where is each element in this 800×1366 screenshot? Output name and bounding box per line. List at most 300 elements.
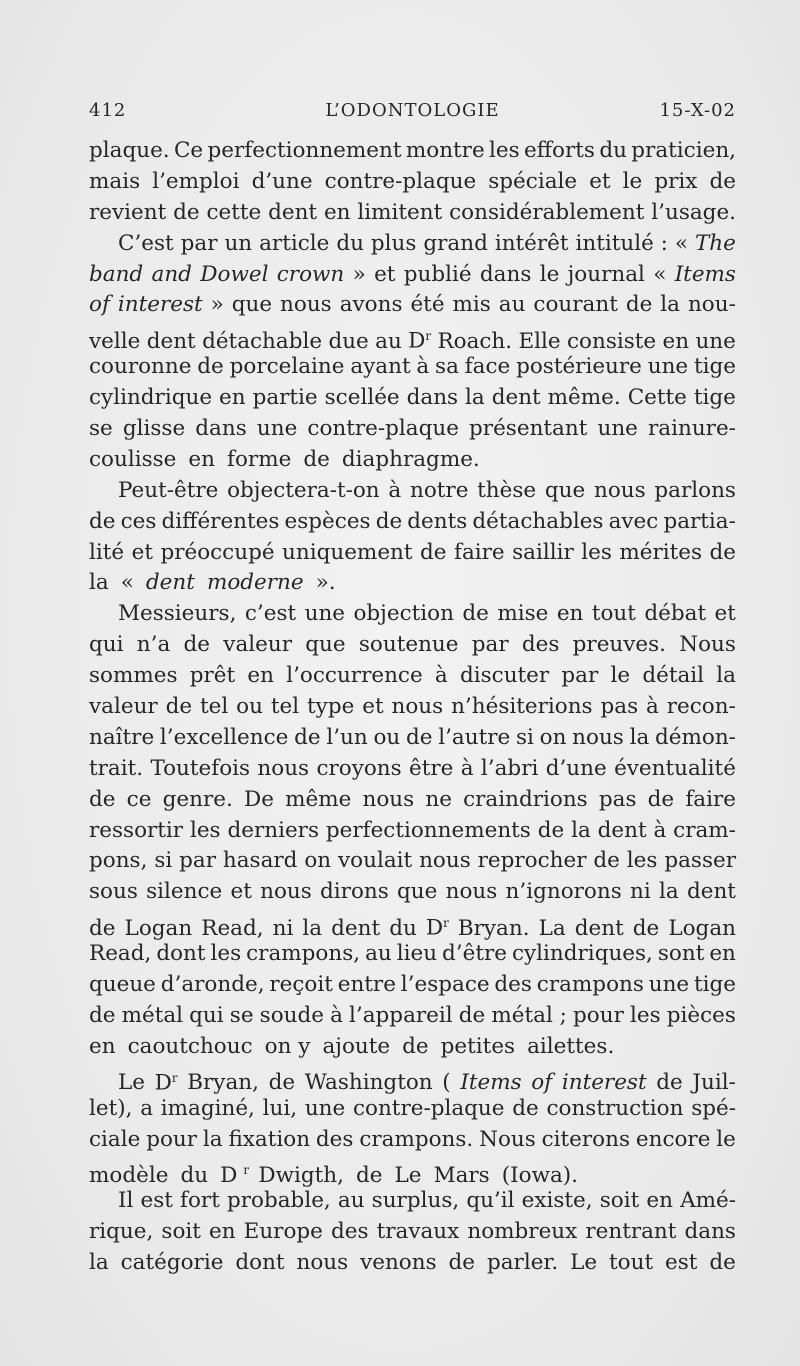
word-text: soutenue [358,632,459,658]
word-text: d’une [545,755,607,781]
word [420,538,447,569]
word-text: cylindrique [89,385,213,411]
word-text: Ce [173,138,204,163]
word-text: Messieurs, [118,601,237,627]
text-line [89,754,736,785]
word [184,630,211,661]
word-text: imaginé, [160,1095,255,1121]
word-text: se [229,1002,254,1028]
word [161,1217,201,1248]
word-text: détachables [472,508,604,534]
word [89,939,151,970]
word [268,198,317,229]
word-text: qui [89,632,124,658]
word-text: of [89,292,110,318]
word [326,723,367,754]
word-text: Le [118,1070,146,1096]
word [573,1001,624,1032]
word [227,445,297,476]
word-text: saillir [512,539,574,565]
word-text: Bryan, [187,1070,259,1096]
word-text: partia- [663,508,736,534]
word [680,1186,736,1217]
word-text: velle [89,329,141,355]
word [89,1248,109,1279]
word-text: Nous [479,1126,536,1152]
word-text: de [462,601,489,627]
word [340,290,403,321]
word-text: fixation [228,1126,311,1152]
word [259,229,329,260]
word-text: au [337,1188,365,1214]
word [325,167,477,198]
word-text: en [188,446,215,472]
word [407,383,458,414]
word [599,136,627,167]
word [527,1032,620,1063]
word-text: Le [394,1163,422,1189]
text-line [89,445,736,476]
word-text: travaux [376,1219,460,1245]
word-text: ciale [89,1126,141,1152]
word-text: c’est [244,601,297,627]
word-text: l’abri [480,755,539,781]
word [154,846,172,877]
word [675,260,736,291]
word-text: caoutchouc [127,1033,253,1059]
word-text: spéciale [488,168,578,194]
word [609,507,659,538]
word-text: dont [235,1250,285,1276]
text-line [89,908,736,939]
word-text: revient [89,199,167,225]
word [305,599,345,630]
word [667,692,736,723]
word-text: interest [561,1070,647,1096]
word [425,785,452,816]
word-text: type [307,694,355,720]
word [353,260,366,291]
word-text: n’ignorons [505,879,622,905]
word [570,1248,597,1279]
word-text: voulait [338,848,413,874]
word [709,167,736,198]
word [614,754,736,785]
word [695,229,736,260]
word [506,877,622,908]
word-text: moderne [206,570,304,596]
word [89,290,110,321]
word-text: Il [118,1188,134,1214]
word-text: la [660,292,680,318]
word-text: au [365,941,392,967]
word-text: que [305,632,346,658]
word [542,1125,630,1156]
word [244,785,274,816]
word-text: la [202,1126,223,1152]
word [160,538,274,569]
word [374,260,395,291]
word [89,723,154,754]
word [419,846,471,877]
text-line [89,1125,736,1156]
word-text: queue [89,972,156,998]
word [576,229,668,260]
word [597,414,637,445]
word-text: band [89,261,144,287]
word [573,630,666,661]
word-text: D [425,915,444,941]
word-text: due [328,329,369,355]
word [477,476,536,507]
word-text: surplus, [371,1188,460,1214]
word-text: nous [391,694,444,720]
word-text: et [589,168,611,194]
word-text: Items [674,261,736,287]
word [156,939,205,970]
word-text: et [362,694,384,720]
superscript: r [171,1070,178,1085]
word [512,939,653,970]
word [89,630,124,661]
word [478,846,587,877]
word-text: tout [591,601,636,627]
text-line [89,476,736,507]
word [230,877,251,908]
word [598,816,647,847]
word-text: par [180,230,218,256]
word [305,630,345,661]
word [416,352,429,383]
word-text: Cette [627,385,687,411]
word-text: même [285,786,352,812]
word-text: de [625,292,653,318]
word-text: de [165,694,193,720]
word [223,630,292,661]
word [537,970,644,1001]
word [141,1186,173,1217]
word-text: dans [479,261,532,287]
word [232,290,272,321]
word-text: de [632,915,660,941]
word [644,599,706,630]
word-text: par [179,848,216,874]
word-text: éventualité [614,755,736,781]
word [271,692,299,723]
word-text: l’excellence [159,724,289,750]
word-text: les [189,817,221,843]
word [557,599,584,630]
word-text: partie [252,385,318,411]
word-text: de [593,848,620,874]
word-text: du [599,138,627,163]
word [336,229,364,260]
word-text: pour [146,1126,198,1152]
word [89,1217,153,1248]
word-text: se [89,416,113,442]
word-text: (Iowa). [501,1163,579,1189]
word-text: considérablement [449,199,645,225]
word-text: de [183,632,211,658]
word-text: Dowel [200,261,269,287]
word-text: du [180,1163,209,1189]
word-text: lieu [396,941,438,967]
word-text: les [210,941,242,967]
word-text: passer [664,848,736,874]
word [89,568,115,599]
word-text: let), [89,1095,133,1121]
word [146,568,201,599]
word-text: ni [630,879,651,905]
word [174,136,203,167]
word [150,754,250,785]
word-text: La [538,915,566,941]
word-text: couronne [89,354,192,380]
word [407,507,467,538]
word-text: au [498,292,526,318]
word-text: thèse [477,477,537,503]
word [89,198,166,229]
word [653,260,666,291]
word [630,723,650,754]
word-text: une [256,416,298,442]
word-text: De [243,786,274,812]
word-text: présentant [469,416,588,442]
text-line [89,414,736,445]
word-text: par [561,663,599,689]
word-text: « [653,261,667,287]
word-text: « [120,570,134,596]
word-text: les [626,848,658,874]
word-text: ou [236,694,263,720]
word-text: été [410,292,445,318]
word-text: même. [547,385,621,411]
word-text: être [409,755,454,781]
word [487,1248,558,1279]
word-text: détachable [202,329,323,355]
word [89,538,124,569]
word-text: » [352,261,366,287]
word [648,352,688,383]
word-text: nous [572,724,624,750]
word-text: à [653,817,667,843]
word [316,1125,354,1156]
word-text: la [571,817,591,843]
word-text: pas [600,694,639,720]
word-text: D [220,1163,238,1189]
word-text: reçoit [269,972,333,998]
word-text: par [471,632,509,658]
issue-date: 15-X-02 [659,100,736,121]
word [316,568,342,599]
word-text: efforts [524,138,595,163]
word-text: d’une [251,168,313,194]
word [459,1001,486,1032]
word-text: un [224,230,253,256]
word-text: recon- [666,694,736,720]
word [316,754,401,785]
word-text: sa [435,354,459,380]
word [118,290,203,321]
word-text: Roach. [437,329,513,355]
word [495,229,569,260]
word [230,352,345,383]
word-text: nous [593,477,646,503]
word-text: pons, [89,848,148,874]
word [626,290,653,321]
word-text: craindrions [463,786,588,812]
word-text: la [659,879,679,905]
word-text: métal [121,1002,184,1028]
word-text: si [515,724,534,750]
word [438,723,510,754]
word-text: tige [693,354,736,380]
word [546,1094,683,1125]
page-number: 412 [89,100,127,121]
word-text: postérieure [516,354,642,380]
word-text: l’emploi [152,168,240,194]
body-text [89,136,736,1279]
text-line [89,1032,736,1063]
text-line [89,507,736,538]
word-text: » [210,292,224,318]
word-text: à [646,694,659,720]
word [227,1186,331,1217]
word-text: de [448,1250,476,1276]
word [338,970,396,1001]
word [401,970,490,1001]
text-line [89,630,736,661]
word [667,1001,736,1032]
word [365,939,392,970]
word [441,1032,521,1063]
word-text: contre-plaque [352,1095,505,1121]
word-text: Elle [518,329,561,355]
word-text: les [629,1002,661,1028]
word-text: dent [491,385,541,411]
word [663,507,735,538]
word-text: scellée [324,385,400,411]
word-text: entre [337,972,396,998]
word-text: que [231,292,273,318]
word-text: soit [599,1188,640,1214]
word [189,1001,224,1032]
word-text: n’hésiterions [451,694,593,720]
word [654,167,697,198]
word [179,846,216,877]
word [359,630,459,661]
word-text: derniers [227,817,319,843]
word-text: une [695,329,736,355]
word [260,877,312,908]
text-line [89,723,736,754]
word-text: discuter [459,663,550,689]
word-text: on [304,848,332,874]
word-text: l’autre [438,724,511,750]
word-text: objection [353,601,454,627]
word-text: les [581,539,612,565]
word [599,785,637,816]
word-text: hasard [222,848,298,874]
word-text: et [230,879,252,905]
word-text: sommes [89,663,178,689]
word-text: la [302,915,323,941]
word-text: ces [120,508,157,534]
text-line [89,167,736,198]
word [263,1094,297,1125]
word [89,754,143,785]
word [472,507,603,538]
word [269,970,333,1001]
word [373,723,400,754]
word-text: la [716,663,736,689]
word-text: d’aronde, [160,972,265,998]
word-text: silence [146,879,223,905]
word [462,599,489,630]
word [211,939,242,970]
word [631,136,736,167]
word [89,352,191,383]
word-text: faire [453,539,505,565]
word-text: valeur [89,694,158,720]
word-text: contre-plaque [307,416,459,442]
text-line [89,290,736,321]
word-text: les [489,138,520,163]
word [161,970,265,1001]
word [709,939,736,970]
word [688,290,736,321]
word [548,383,621,414]
word-text: Peut-être [118,477,219,503]
word-text: courant [533,292,618,318]
word-text: dent [268,199,318,225]
word-text: uniquement [282,539,413,565]
word-text: de [89,915,116,941]
word-text: parlons [654,477,736,503]
word-text: Washington [304,1070,433,1096]
word-text: grand [423,230,488,256]
word-text: coulisse [89,446,177,472]
word-text: tel [270,694,300,720]
word [146,877,222,908]
word-text: nous [419,848,471,874]
text-line [89,785,736,816]
word-text: mais [89,168,141,194]
word [195,414,246,445]
word-text: lité [89,539,125,565]
word [286,661,422,692]
word-text: métal ; [491,1002,567,1028]
word-text: limitent [357,199,443,225]
word-text: débat [644,601,707,627]
word [453,290,491,321]
word [659,877,679,908]
word-text: Juil- [692,1070,736,1096]
text-line [89,198,736,229]
word-text: et [374,261,396,287]
word-text: tige [693,385,736,411]
word-text: des [494,972,532,998]
word-text: nou- [687,292,736,318]
word-text: glisse [122,416,186,442]
text-line [89,1186,736,1217]
word [446,877,498,908]
word-text: de [89,786,116,812]
word-text: qu’il [466,1188,515,1214]
word [392,692,444,723]
word [481,754,538,785]
word-text: citerons [541,1126,631,1152]
